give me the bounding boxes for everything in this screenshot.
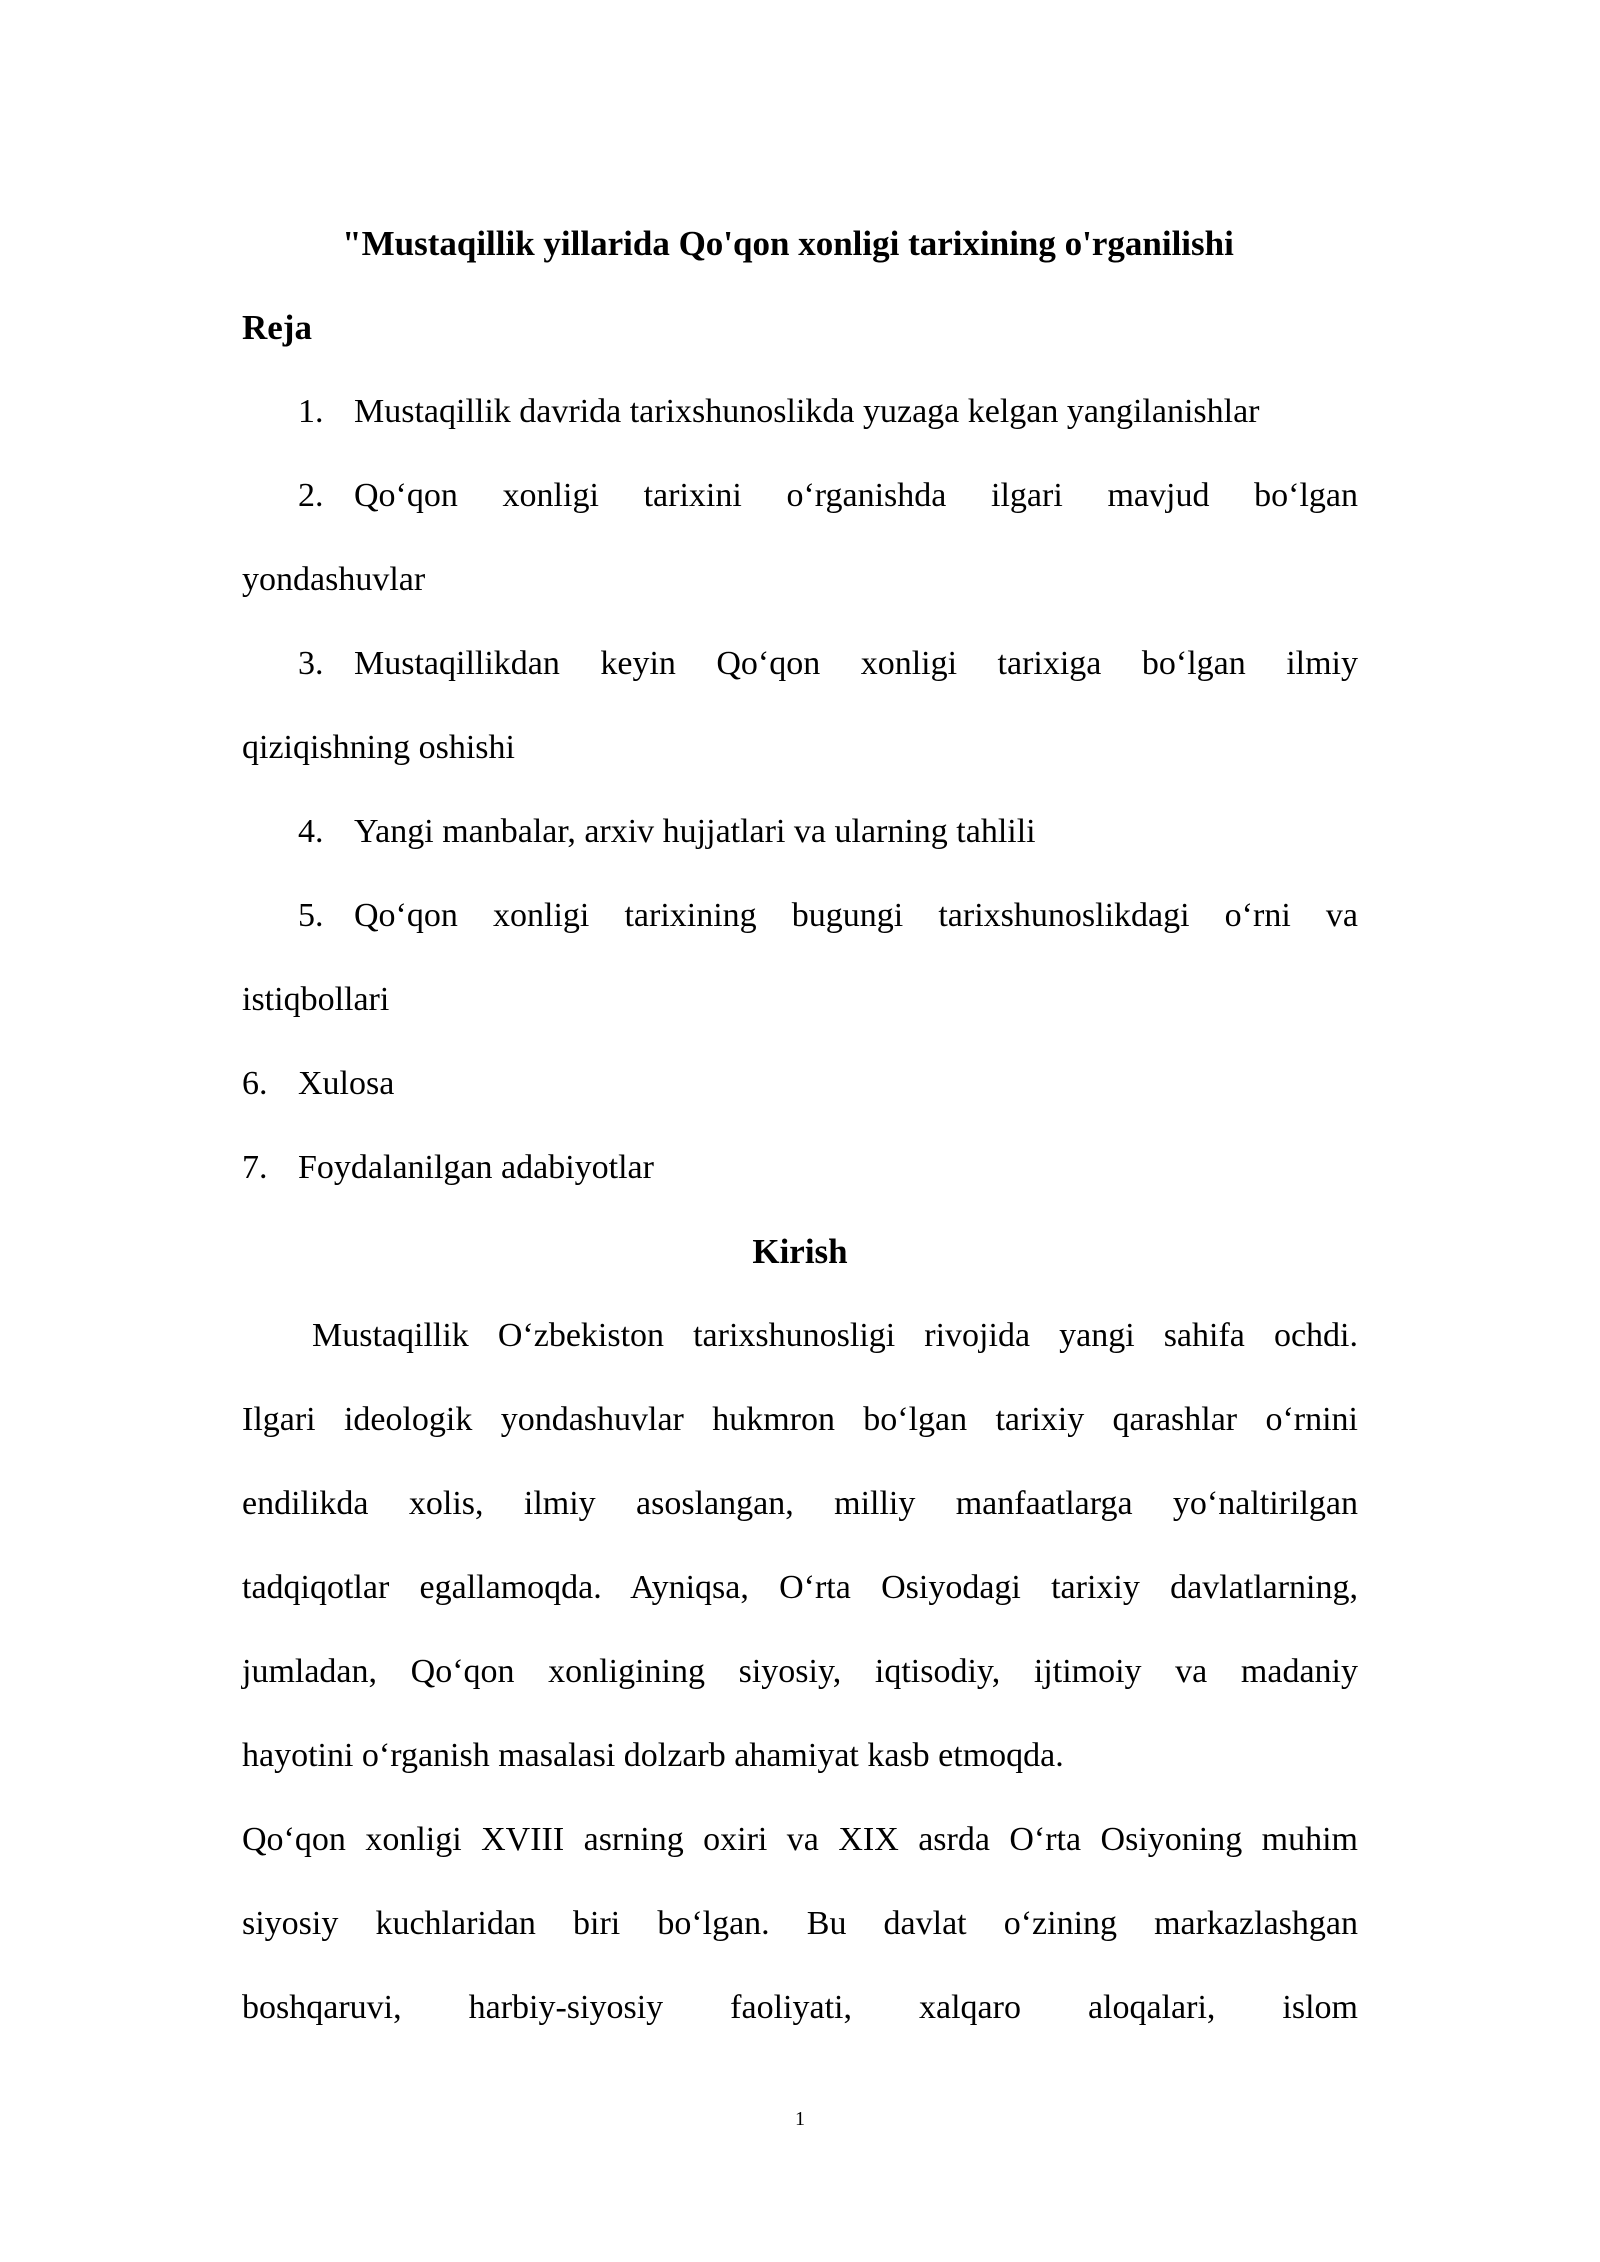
plan-item-number: 1. bbox=[298, 393, 324, 430]
paragraph-line: siyosiy kuchlaridan biri bo‘lgan. Bu davlat o‘zining markazlashgan bbox=[242, 1905, 1358, 1942]
plan-item bbox=[242, 874, 1358, 958]
plan-item-text: Foydalanilgan adabiyotlar bbox=[298, 1149, 654, 1186]
page-number: 1 bbox=[795, 2108, 805, 2130]
paragraph-line: boshqaruvi, harbiy-siyosiy faoliyati, xalqaro aloqalari, islom bbox=[242, 1989, 1358, 2026]
plan-item-number: 7. bbox=[242, 1149, 268, 1186]
plan-item-number: 6. bbox=[242, 1065, 268, 1102]
plan-item bbox=[242, 790, 1358, 874]
intro-heading: Kirish bbox=[752, 1232, 848, 1271]
plan-item-text: Mustaqillikdan keyin Qo‘qon xonligi tarixiga bo‘lgan ilmiy bbox=[354, 645, 1358, 682]
paragraph-line: tadqiqotlar egallamoqda. Ayniqsa, O‘rta Osiyodagi tarixiy davlatlarning, bbox=[242, 1569, 1358, 1606]
plan-item bbox=[242, 1126, 1358, 1210]
plan-item bbox=[242, 1042, 1358, 1126]
plan-item-text: Yangi manbalar, arxiv hujjatlari va ularning tahlili bbox=[354, 813, 1036, 850]
plan-item-text: Qo‘qon xonligi tarixini o‘rganishda ilgari mavjud bo‘lgan bbox=[354, 477, 1358, 514]
paragraph-line: Qo‘qon xonligi XVIII asrning oxiri va XIX asrda O‘rta Osiyoning muhim bbox=[242, 1821, 1358, 1858]
document-page bbox=[242, 202, 1358, 2050]
plan-item-number: 5. bbox=[298, 897, 324, 934]
plan-item-continuation: yondashuvlar bbox=[242, 561, 426, 598]
document-title: "Mustaqillik yillarida Qo'qon xonligi tarixining o'rganilishi bbox=[342, 224, 1234, 263]
plan-item bbox=[242, 370, 1358, 454]
plan-heading: Reja bbox=[242, 308, 312, 347]
plan-item bbox=[242, 622, 1358, 706]
plan-item-number: 4. bbox=[298, 813, 324, 850]
plan-item-text: Xulosa bbox=[298, 1065, 395, 1102]
plan-item-text: Qo‘qon xonligi tarixining bugungi tarixshunoslikdagi o‘rni va bbox=[354, 897, 1358, 934]
plan-item-text: Mustaqillik davrida tarixshunoslikda yuzaga kelgan yangilanishlar bbox=[354, 393, 1260, 430]
plan-item-number: 2. bbox=[298, 477, 324, 514]
paragraph-line: hayotini o‘rganish masalasi dolzarb ahamiyat kasb etmoqda. bbox=[242, 1737, 1064, 1774]
plan-item-number: 3. bbox=[298, 645, 324, 682]
paragraph-line: jumladan, Qo‘qon xonligining siyosiy, iqtisodiy, ijtimoiy va madaniy bbox=[242, 1653, 1358, 1690]
paragraph-line: Mustaqillik O‘zbekiston tarixshunosligi rivojida yangi sahifa ochdi. bbox=[312, 1317, 1358, 1354]
plan-item bbox=[242, 454, 1358, 538]
paragraph-line: Ilgari ideologik yondashuvlar hukmron bo‘lgan tarixiy qarashlar o‘rnini bbox=[242, 1401, 1358, 1438]
plan-item-continuation: qiziqishning oshishi bbox=[242, 729, 515, 766]
plan-item-continuation: istiqbollari bbox=[242, 981, 390, 1018]
paragraph-line: endilikda xolis, ilmiy asoslangan, milliy manfaatlarga yo‘naltirilgan bbox=[242, 1485, 1358, 1522]
